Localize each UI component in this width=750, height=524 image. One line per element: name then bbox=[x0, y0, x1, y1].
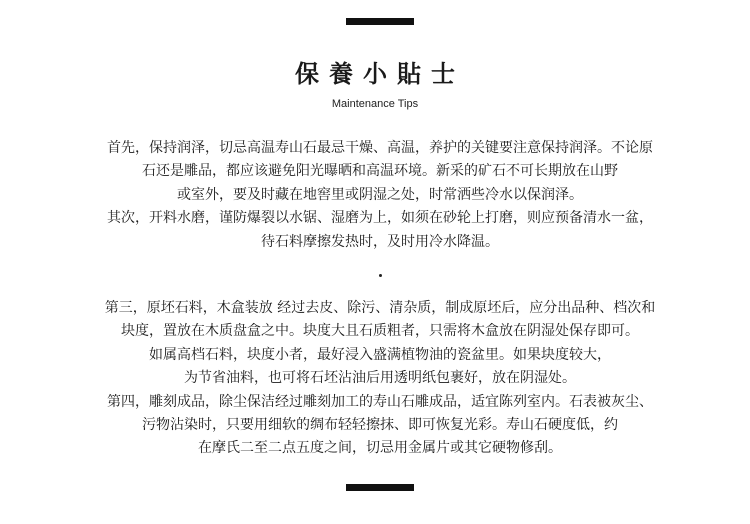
text-line: 石还是雕品，都应该避免阳光曝晒和高温环境。新采的矿石不可长期放在山野 bbox=[142, 163, 618, 180]
text-line: 如属高档石料，块度小者，最好浸入盛满植物油的瓷盆里。如果块度较大， bbox=[149, 346, 611, 363]
text-line: 污物沾染时，只要用细软的绸布轻轻擦抹、即可恢复光彩。寿山石硬度低，约 bbox=[142, 417, 618, 434]
bottom-divider-bar bbox=[346, 484, 414, 491]
top-divider-bar bbox=[346, 18, 414, 25]
text-line: 第三，原坯石料，木盒装放 经过去皮、除污、清杂质，制成原坯后，应分出品种、档次和 bbox=[104, 300, 656, 316]
maintenance-text-section-1 bbox=[60, 137, 700, 254]
page-title: 保養小貼士 bbox=[295, 59, 465, 88]
text-line: 第四，雕刻成品，除尘保洁经过雕刻加工的寿山石雕成品，适宜陈列室内。石表被灰尘、 bbox=[107, 393, 653, 410]
text-line: 首先，保持润泽，切忌高温寿山石最忌干燥、高温，养护的关键要注意保持润泽。不论原 bbox=[107, 140, 653, 156]
text-line: 其次，开料水磨，谨防爆裂以水锯、湿磨为上，如须在砂轮上打磨，则应预备清水一盆， bbox=[107, 210, 653, 227]
text-line: 块度，置放在木质盘盒之中。块度大且石质粗者，只需将木盒放在阴湿处保存即可。 bbox=[121, 323, 639, 340]
separator-dot bbox=[379, 274, 382, 277]
page-subtitle: Maintenance Tips bbox=[331, 98, 419, 110]
text-line: 待石料摩擦发热时，及时用冷水降温。 bbox=[261, 233, 499, 250]
text-line: 为节省油料，也可将石坯沾油后用透明纸包裹好，放在阴湿处。 bbox=[184, 370, 576, 387]
text-line: 在摩氏二至二点五度之间，切忌用金属片或其它硬物修刮。 bbox=[198, 440, 562, 457]
maintenance-text-section-2 bbox=[60, 297, 700, 461]
text-line: 或室外，要及时藏在地窖里或阴湿之处，时常洒些冷水以保润泽。 bbox=[177, 186, 583, 203]
